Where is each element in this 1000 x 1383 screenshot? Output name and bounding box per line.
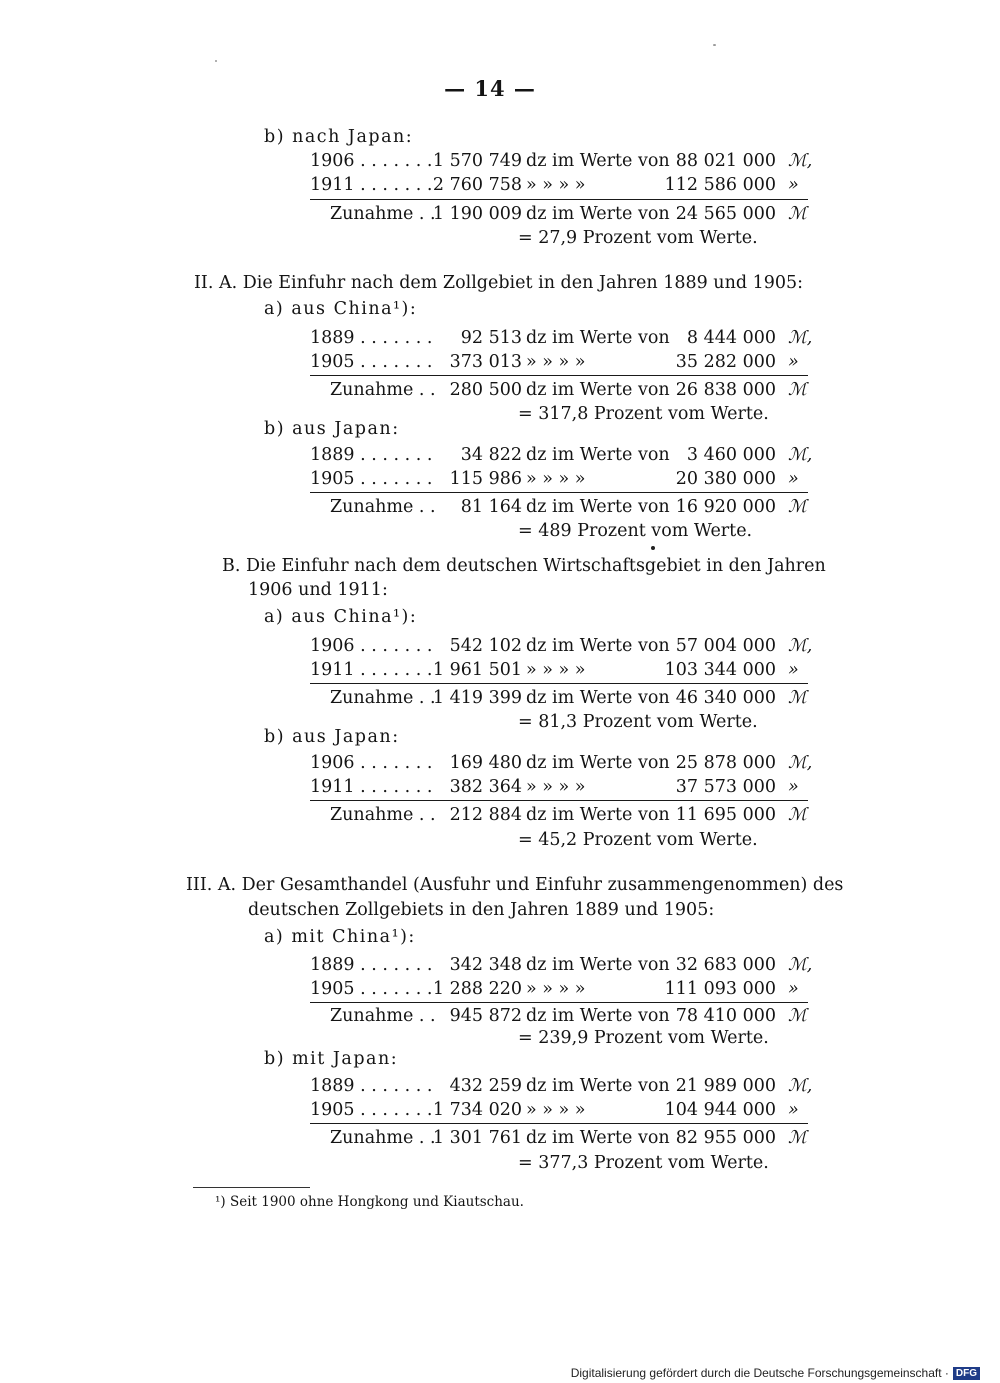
row-ditto: » » » » [526,175,586,195]
total-value: 82 955 000 [675,1128,776,1148]
row-unit: ℳ, [788,328,813,348]
sum-rule [310,800,808,801]
row-value: 104 944 000 [664,1100,776,1120]
section-heading: B. Die Einfuhr nach dem deutschen Wirtschaftsgebiet in den Jahren [222,556,826,576]
total-quantity: 212 884 [449,805,522,825]
footnote: ¹) Seit 1900 ohne Hongkong und Kiautschau. [215,1194,524,1210]
subsection-heading: a) aus China¹): [264,607,418,627]
row-year: 1889 . . . . . . . [310,328,433,348]
percent-line: = 489 Prozent vom Werte. [518,521,753,541]
total-unit: ℳ [788,497,807,517]
total-text: dz im Werte von [526,688,670,708]
row-value: 32 683 000 [675,955,776,975]
row-quantity: 1 288 220 [432,979,522,999]
row-quantity: 1 961 501 [432,660,522,680]
row-year: 1905 . . . . . . . [310,469,433,489]
row-ditto: » » » » [526,1100,586,1120]
row-year: 1911 . . . . . . . [310,777,433,797]
scan-speck [651,546,655,550]
row-quantity: 92 513 [460,328,522,348]
row-value: 3 460 000 [686,445,776,465]
subsection-heading: b) aus Japan: [264,419,400,439]
total-unit: ℳ [788,688,807,708]
total-value: 16 920 000 [675,497,776,517]
row-year: 1905 . . . . . . . [310,352,433,372]
section-heading-cont: deutschen Zollgebiets in den Jahren 1889 und 1905: [248,900,715,920]
row-value: 8 444 000 [686,328,776,348]
section-heading: II. A. Die Einfuhr nach dem Zollgebiet in den Jahren 1889 und 1905: [194,273,804,293]
row-year: 1889 . . . . . . . [310,1076,433,1096]
row-label: dz im Werte von [526,636,670,656]
total-quantity: 1 301 761 [432,1128,522,1148]
subsection-heading: b) aus Japan: [264,727,400,747]
row-label: dz im Werte von [526,1076,670,1096]
sum-rule [310,492,808,493]
row-value: 25 878 000 [675,753,776,773]
dfg-logo: DFG [953,1367,980,1380]
row-ditto: » » » » [526,777,586,797]
row-label: dz im Werte von [526,328,670,348]
row-value: 57 004 000 [675,636,776,656]
row-value: 20 380 000 [675,469,776,489]
total-unit: ℳ [788,204,807,224]
total-unit: ℳ [788,380,807,400]
row-ditto: » » » » [526,979,586,999]
row-year: 1905 . . . . . . . [310,1100,433,1120]
footnote-rule [193,1187,310,1188]
row-unit: ℳ, [788,636,813,656]
row-ditto: » » » » [526,352,586,372]
row-year: 1911 . . . . . . . [310,660,433,680]
row-unit: » [788,175,799,195]
scan-speck [713,44,716,46]
row-quantity: 169 480 [449,753,522,773]
percent-line: = 239,9 Prozent vom Werte. [518,1028,769,1048]
row-ditto: » » » » [526,660,586,680]
percent-line: = 81,3 Prozent vom Werte. [518,712,758,732]
total-unit: ℳ [788,805,807,825]
total-value: 26 838 000 [675,380,776,400]
row-year: 1906 . . . . . . . [310,753,433,773]
row-quantity: 382 364 [449,777,522,797]
dfg-credit-text: Digitalisierung gefördert durch die Deutsche Forschungsgemeinschaft · [570,1366,949,1380]
row-label: dz im Werte von [526,445,670,465]
row-year: 1889 . . . . . . . [310,445,433,465]
total-text: dz im Werte von [526,380,670,400]
row-year: 1905 . . . . . . . [310,979,433,999]
row-value: 35 282 000 [675,352,776,372]
percent-line: = 317,8 Prozent vom Werte. [518,404,769,424]
total-text: dz im Werte von [526,805,670,825]
row-quantity: 34 822 [460,445,522,465]
row-unit: ℳ, [788,445,813,465]
row-value: 112 586 000 [664,175,776,195]
subsection-heading: b) mit Japan: [264,1049,399,1069]
total-label: Zunahme . . [330,380,436,400]
sum-rule [310,1123,808,1124]
row-value: 111 093 000 [664,979,776,999]
row-quantity: 1 734 020 [432,1100,522,1120]
sum-rule [310,1002,808,1003]
row-unit: ℳ, [788,753,813,773]
row-unit: » [788,1100,799,1120]
row-quantity: 373 013 [449,352,522,372]
total-label: Zunahme . . [330,805,436,825]
row-unit: ℳ, [788,1076,813,1096]
percent-line: = 45,2 Prozent vom Werte. [518,830,758,850]
row-quantity: 542 102 [449,636,522,656]
total-value: 46 340 000 [675,688,776,708]
total-text: dz im Werte von [526,204,670,224]
row-unit: » [788,469,799,489]
row-value: 21 989 000 [675,1076,776,1096]
row-label: dz im Werte von [526,753,670,773]
subsection-heading: b) nach Japan: [264,127,414,147]
total-text: dz im Werte von [526,1006,670,1026]
row-unit: » [788,660,799,680]
sum-rule [310,375,808,376]
total-quantity: 945 872 [449,1006,522,1026]
page-number: — 14 — [444,76,536,101]
sum-rule [310,199,808,200]
row-value: 103 344 000 [664,660,776,680]
row-unit: » [788,352,799,372]
row-quantity: 2 760 758 [432,175,522,195]
row-value: 88 021 000 [675,151,776,171]
row-unit: » [788,979,799,999]
total-label: Zunahme . . [330,1006,436,1026]
total-label: Zunahme . . [330,1128,436,1148]
total-unit: ℳ [788,1128,807,1148]
percent-line: = 27,9 Prozent vom Werte. [518,228,758,248]
row-quantity: 342 348 [449,955,522,975]
total-text: dz im Werte von [526,1128,670,1148]
row-unit: » [788,777,799,797]
total-label: Zunahme . . [330,204,436,224]
sum-rule [310,683,808,684]
total-quantity: 1 190 009 [432,204,522,224]
total-value: 11 695 000 [675,805,776,825]
row-year: 1906 . . . . . . . [310,636,433,656]
total-label: Zunahme . . [330,497,436,517]
total-label: Zunahme . . [330,688,436,708]
subsection-heading: a) mit China¹): [264,927,416,947]
row-quantity: 115 986 [449,469,522,489]
row-value: 37 573 000 [675,777,776,797]
row-year: 1911 . . . . . . . [310,175,433,195]
row-unit: ℳ, [788,151,813,171]
row-ditto: » » » » [526,469,586,489]
row-label: dz im Werte von [526,151,670,171]
row-quantity: 432 259 [449,1076,522,1096]
scan-speck [215,60,217,62]
percent-line: = 377,3 Prozent vom Werte. [518,1153,769,1173]
row-quantity: 1 570 749 [432,151,522,171]
total-value: 24 565 000 [675,204,776,224]
row-label: dz im Werte von [526,955,670,975]
section-heading-cont: 1906 und 1911: [248,580,388,600]
dfg-credit [571,1363,980,1383]
row-year: 1906 . . . . . . . [310,151,433,171]
row-unit: ℳ, [788,955,813,975]
total-text: dz im Werte von [526,497,670,517]
section-heading: III. A. Der Gesamthandel (Ausfuhr und Einfuhr zusammengenommen) des [186,875,844,895]
row-year: 1889 . . . . . . . [310,955,433,975]
total-value: 78 410 000 [675,1006,776,1026]
subsection-heading: a) aus China¹): [264,299,418,319]
total-quantity: 81 164 [460,497,522,517]
total-quantity: 280 500 [449,380,522,400]
total-unit: ℳ [788,1006,807,1026]
total-quantity: 1 419 399 [432,688,522,708]
